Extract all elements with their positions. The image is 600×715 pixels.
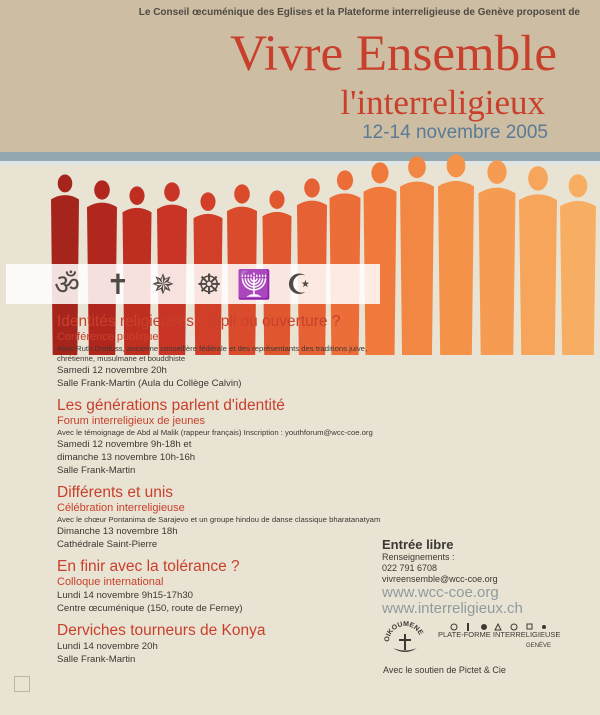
wcc-url-link[interactable]: www.wcc-coe.org xyxy=(382,584,499,601)
interreligieux-url-link[interactable]: www.interreligieux.ch xyxy=(382,600,523,617)
cross-bar-icon xyxy=(399,639,411,641)
designer-mark-icon xyxy=(14,676,30,692)
poster-title: Vivre Ensemble xyxy=(230,26,557,82)
event-item xyxy=(57,622,392,666)
oikoumene-logo xyxy=(383,618,427,662)
event-description: Avec le témoignage de Abd al Malik (rappeur français) Inscription : youthforum@wcc-coe.org xyxy=(57,428,373,437)
event-detail: Salle Frank-Martin xyxy=(57,465,136,476)
email-link[interactable]: vivreensemble@wcc-coe.org xyxy=(382,574,498,584)
event-item xyxy=(57,397,392,477)
event-item xyxy=(57,558,392,615)
info-label: Renseignements : xyxy=(382,552,455,562)
event-detail: Salle Frank-Martin xyxy=(57,654,136,665)
cross-icon: ✝ xyxy=(106,267,130,301)
event-detail: dimanche 13 novembre 10h-16h xyxy=(57,452,196,463)
event-detail: Cathédrale Saint-Pierre xyxy=(57,539,158,550)
event-detail: Lundi 14 novembre 9h15-17h30 xyxy=(57,590,194,601)
event-dates: 12-14 novembre 2005 xyxy=(362,122,548,143)
info-block xyxy=(382,537,592,617)
event-detail: Dimanche 13 novembre 18h xyxy=(57,526,178,537)
person-silhouette xyxy=(560,174,596,355)
om-icon: ॐ xyxy=(54,268,80,301)
free-entry-label: Entrée libre xyxy=(382,537,454,552)
event-title: Différents et unis xyxy=(57,484,174,501)
event-title: Derviches tourneurs de Konya xyxy=(57,622,266,639)
event-item xyxy=(57,484,392,551)
dharma-wheel-icon: ☸ xyxy=(196,267,222,301)
event-description: Avec le chœur Pontanima de Sarajevo et un groupe hindou de danse classique bharatanatyam xyxy=(57,515,381,524)
event-detail: Centre œcuménique (150, route de Ferney) xyxy=(57,603,243,614)
event-detail: Lundi 14 novembre 20h xyxy=(57,641,158,652)
menorah-icon: 🕎 xyxy=(236,267,272,301)
event-detail: Samedi 12 novembre 20h xyxy=(57,365,167,376)
event-detail: Salle Frank-Martin (Aula du Collège Calvin) xyxy=(57,378,242,389)
event-detail: Samedi 12 novembre 9h-18h et xyxy=(57,439,192,450)
sponsor-text: Avec le soutien de Pictet & Cie xyxy=(383,665,506,675)
person-silhouette xyxy=(400,156,434,355)
event-title: Identités religieuses : repli ou ouverture ? xyxy=(57,313,341,330)
plateforme-name: PLATE-FORME INTERRELIGIEUSE xyxy=(438,630,561,639)
crescent-star-icon: ☪ xyxy=(286,267,312,301)
event-description: Avec Ruth Dreifuss, ancienne conseillère fédérale et des représentants des traditions juive, chrétienne, musulmane et bouddhiste xyxy=(57,344,368,363)
event-subtitle: Forum interreligieux de jeunes xyxy=(57,415,205,427)
oikoumene-text: OIKOUMENE xyxy=(383,620,424,643)
event-subtitle: Conférence publique xyxy=(57,331,159,343)
event-title: En finir avec la tolérance ? xyxy=(57,558,240,575)
mast-icon xyxy=(404,634,406,650)
bahai-star-icon: ✵ xyxy=(151,267,175,301)
plateforme-logo xyxy=(438,620,561,662)
event-item xyxy=(57,313,392,390)
person-silhouette xyxy=(438,154,474,355)
event-title: Les générations parlent d'identité xyxy=(57,397,285,414)
event-subtitle: Célébration interreligieuse xyxy=(57,502,185,514)
event-list xyxy=(57,313,392,673)
poster-subtitle: l'interreligieux xyxy=(340,83,545,122)
plateforme-city: GENÈVE xyxy=(526,643,552,649)
phone-number: 022 791 6708 xyxy=(382,563,438,573)
person-silhouette xyxy=(479,160,516,355)
intro-text: Le Conseil œcuménique des Eglises et la Plateforme interreligieuse de Genève proposent de xyxy=(138,7,580,18)
person-silhouette xyxy=(519,166,557,355)
event-subtitle: Colloque international xyxy=(57,576,164,588)
